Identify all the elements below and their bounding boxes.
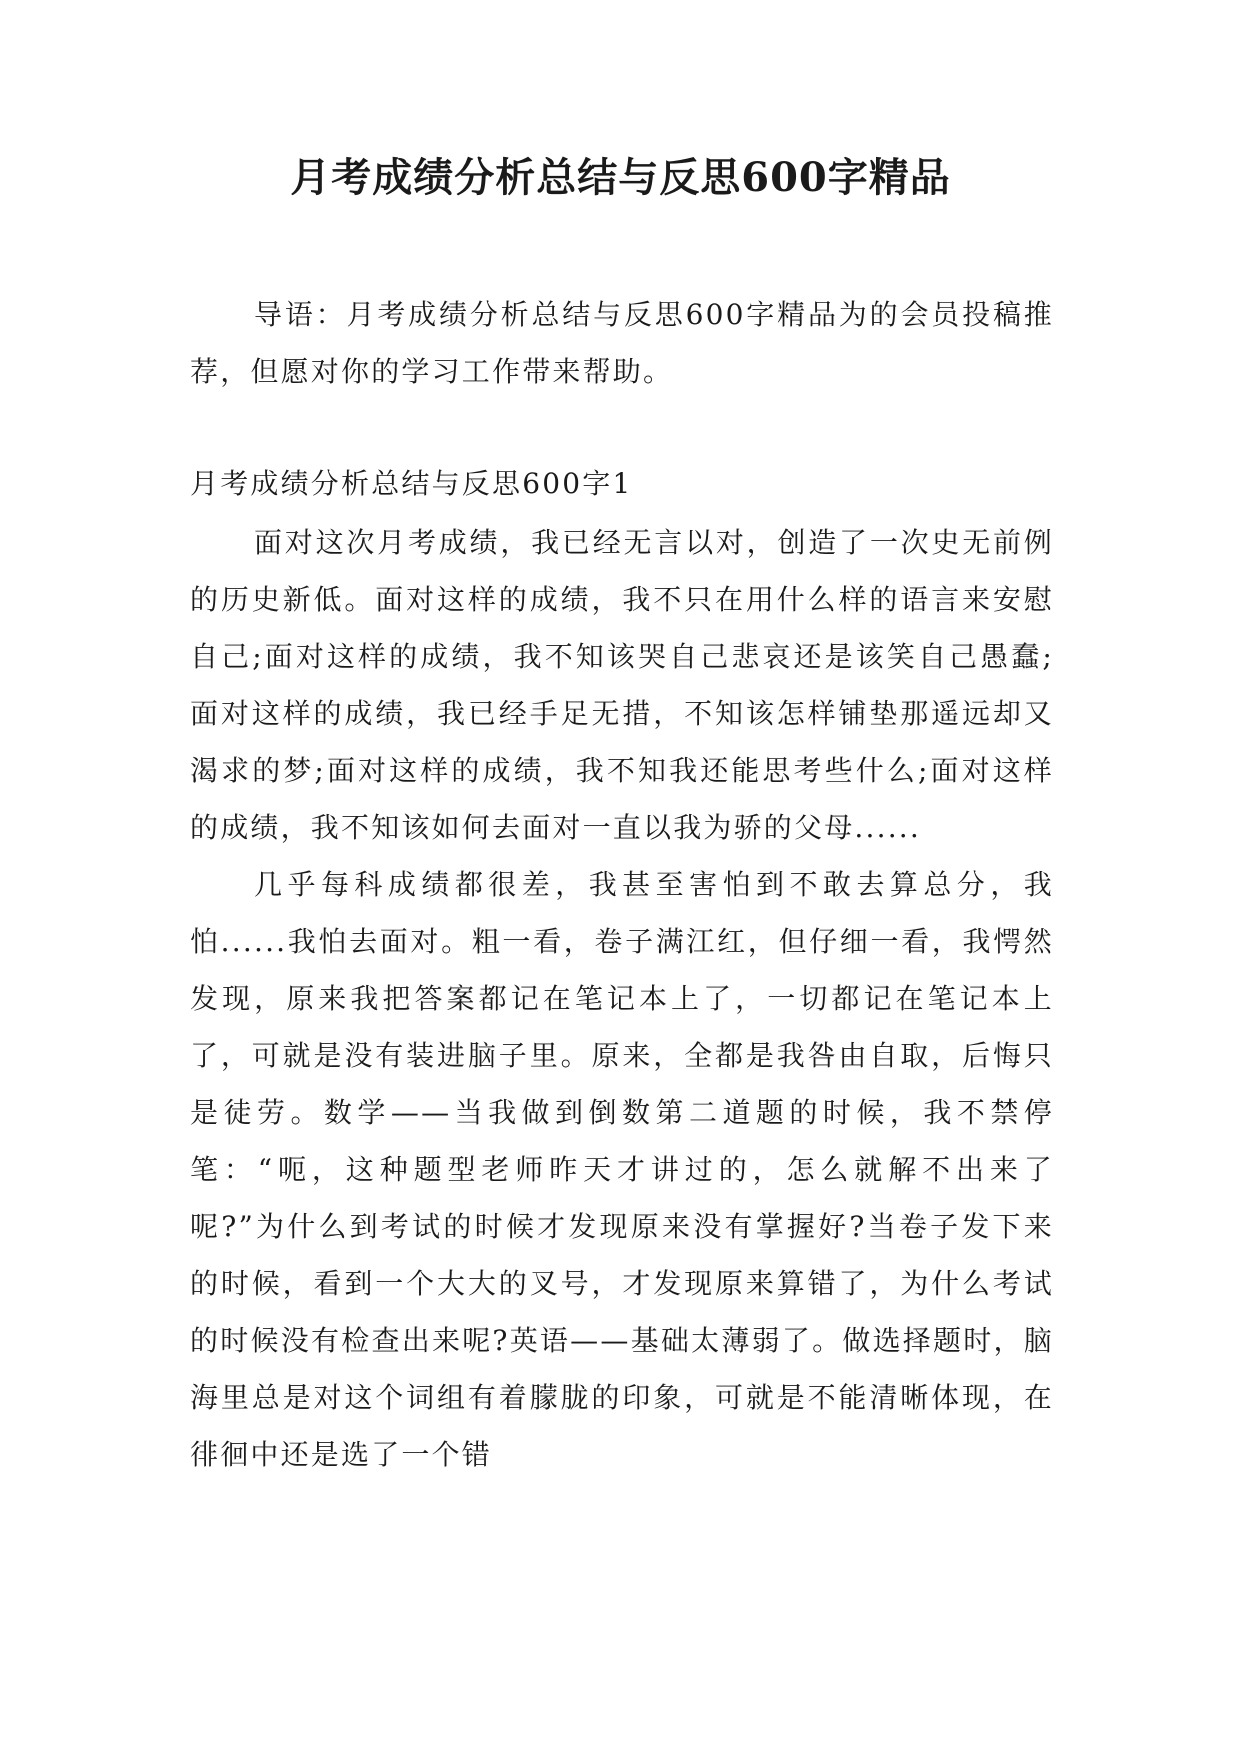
body-paragraph-2: 几乎每科成绩都很差，我甚至害怕到不敢去算总分，我怕......我怕去面对。粗一看，卷子满江红，但仔细一看，我愕然发现，原来我把答案都记在笔记本上了，一切都记在笔记本上了，可就是没有装进脑子里。原来，全都是我咎由自取，后悔只是徒劳。数学——当我做到倒数第二道题的时候，我不禁停笔：“呃，这种题型老师昨天才讲过的，怎么就解不出来了呢?”为什么到考试的时候才发现原来没有掌握好?当卷子发下来的时候，看到一个大大的叉号，才发现原来算错了，为什么考试的时候没有检查出来呢?英语——基础太薄弱了。做选择题时，脑海里总是对这个词组有着朦胧的印象，可就是不能清晰体现，在徘徊中还是选了一个错 (190, 868, 1054, 1471)
body-paragraph-1: 面对这次月考成绩，我已经无言以对，创造了一次史无前例的历史新低。面对这样的成绩，我不只在用什么样的语言来安慰自己;面对这样的成绩，我不知该哭自己悲哀还是该笑自己愚蠢;面对这样的成绩，我已经手足无措，不知该怎样铺垫那遥远却又渴求的梦;面对这样的成绩，我不知我还能思考些什么;面对这样的成绩，我不知该如何去面对一直以我为骄的父母...... (190, 526, 1054, 844)
intro-paragraph: 导语：月考成绩分析总结与反思600字精品为的会员投稿推荐，但愿对你的学习工作带来帮助。 (190, 298, 1054, 388)
document-title: 月考成绩分析总结与反思600字精品 (290, 154, 951, 201)
section-heading: 月考成绩分析总结与反思600字1 (190, 467, 633, 500)
document-body (190, 286, 1054, 1483)
